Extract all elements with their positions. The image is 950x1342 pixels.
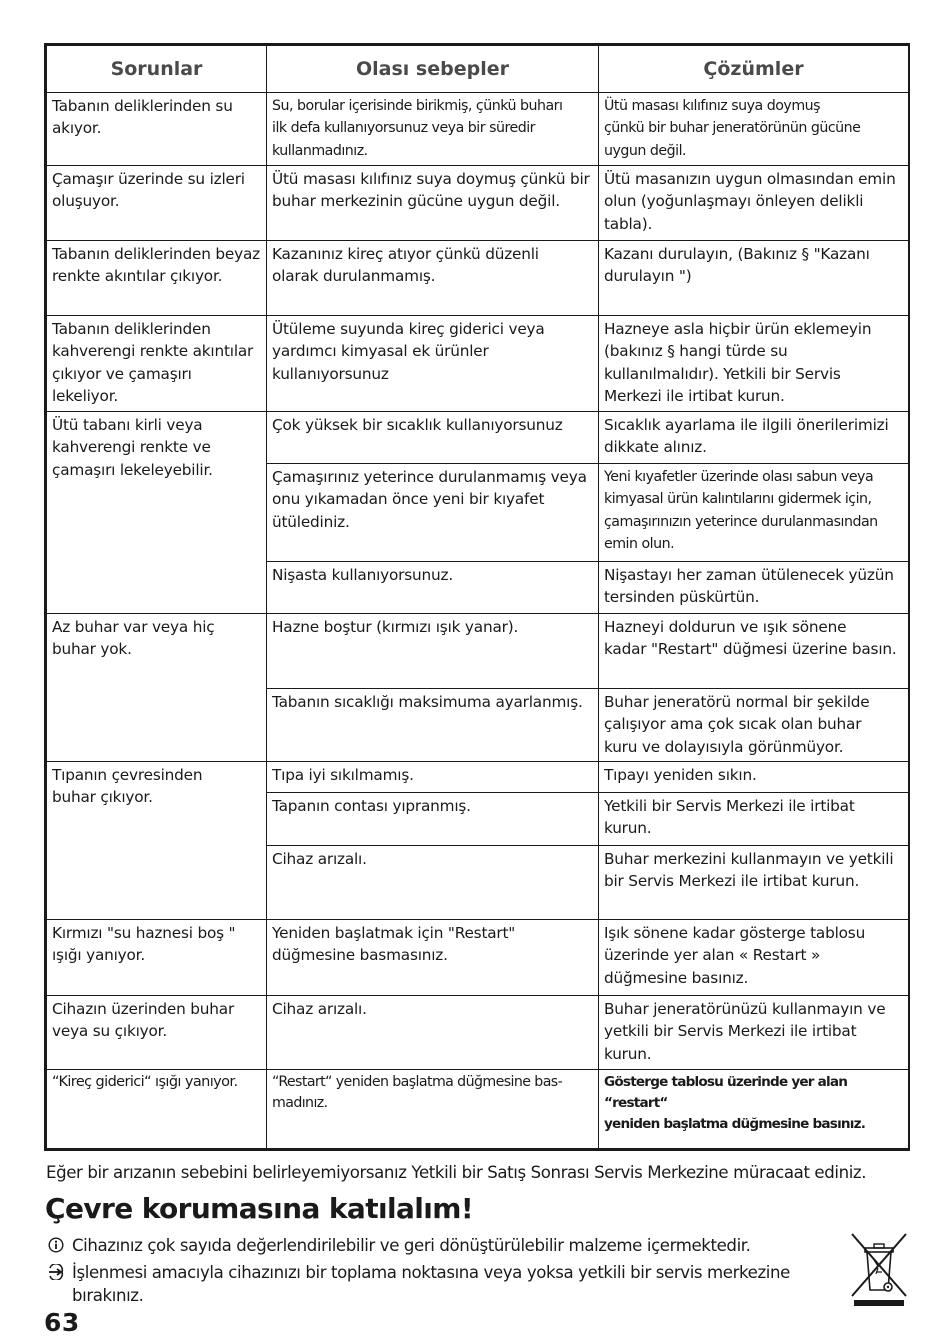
environment-heading: Çevre korumasına katılalım! <box>45 1192 474 1225</box>
problem-cell: Tabanın deliklerinden kahverengi renkte akıntılar çıkıyor ve çamaşırı lekeliyor. <box>47 316 267 412</box>
table-row <box>47 920 909 996</box>
problem-cell: Az buhar var veya hiç buhar yok. <box>47 614 267 762</box>
cause-cell: Kazanınız kireç atıyor çünkü düzenli olarak durulanmamış. <box>267 241 599 316</box>
cause-cell: Hazne boştur (kırmızı ışık yanar). <box>267 614 599 689</box>
header-causes: Olası sebepler <box>267 46 599 93</box>
environment-info <box>46 1234 846 1307</box>
info-line <box>46 1234 846 1257</box>
solution-cell: Hazneye asla hiçbir ürün eklemeyin (bakınız § hangi türde su kullanılmalıdır). Yetkili bir Servis Merkezi ile irtibat kurun. <box>599 316 909 412</box>
cause-cell: Tapanın contası yıpranmış. <box>267 793 599 846</box>
action-text: İşlenmesi amacıyla cihazınızı bir toplama noktasına veya yoksa yetkili bir servis merkezine bırakınız. <box>72 1263 790 1305</box>
solution-cell: Yeni kıyafetler üzerinde olası sabun veya kimyasal ürün kalıntılarını gidermek için, çamaşırınızın yeterince durulanmasından emin olun. <box>599 464 909 562</box>
cause-cell: Çok yüksek bir sıcaklık kullanıyorsunuz <box>267 412 599 464</box>
cause-cell: Tıpa iyi sıkılmamış. <box>267 762 599 793</box>
cause-cell: Ütü masası kılıfınız suya doymuş çünkü bir buhar merkezinin gücüne uygun değil. <box>267 166 599 241</box>
solution-cell: Buhar merkezini kullanmayın ve yetkili bir Servis Merkezi ile irtibat kurun. <box>599 846 909 920</box>
header-solutions: Çözümler <box>599 46 909 93</box>
cause-cell: Cihaz arızalı. <box>267 996 599 1070</box>
table-row <box>47 762 909 793</box>
solution-cell: Işık sönene kadar gösterge tablosu üzerinde yer alan « Restart » düğmesine basınız. <box>599 920 909 996</box>
problem-cell: Kırmızı "su haznesi boş " ışığı yanıyor. <box>47 920 267 996</box>
solution-cell: Ütü masası kılıfınız suya doymuş çünkü bir buhar jeneratörünün gücüne uygun değil. <box>599 93 909 166</box>
cause-cell: Yeniden başlatmak için "Restart" düğmesine basmasınız. <box>267 920 599 996</box>
table-row <box>47 614 909 689</box>
cause-cell: Cihaz arızalı. <box>267 846 599 920</box>
table-row <box>47 1070 909 1149</box>
table-row <box>47 316 909 412</box>
cause-cell: Su, borular içerisinde birikmiş, çünkü buharı ilk defa kullanıyorsunuz veya bir süredir kullanmadınız. <box>267 93 599 166</box>
solution-cell: Hazneyi doldurun ve ışık sönene kadar "Restart" düğmesi üzerine basın. <box>599 614 909 689</box>
troubleshooting-table <box>46 45 909 1149</box>
table-row <box>47 996 909 1070</box>
problem-cell: Tıpanın çevresinden buhar çıkıyor. <box>47 762 267 920</box>
solution-cell: Gösterge tablosu üzerinde yer alan “restart“ yeniden başlatma düğmesine basınız. <box>599 1070 909 1149</box>
info-icon <box>48 1237 64 1253</box>
solution-cell: Kazanı durulayın, (Bakınız § "Kazanı durulayın ") <box>599 241 909 316</box>
solution-cell: Nişastayı her zaman ütülenecek yüzün tersinden püskürtün. <box>599 562 909 614</box>
solution-cell: Buhar jeneratörü normal bir şekilde çalışıyor ama çok sıcak olan buhar kuru ve dolayısıyla görünmüyor. <box>599 689 909 762</box>
table-header-row <box>47 46 909 93</box>
problem-cell: “Kireç giderici“ ışığı yanıyor. <box>47 1070 267 1149</box>
cause-cell: “Restart“ yeniden başlatma düğmesine bas- madınız. <box>267 1070 599 1149</box>
problem-cell: Tabanın deliklerinden beyaz renkte akıntılar çıkıyor. <box>47 241 267 316</box>
solution-cell: Sıcaklık ayarlama ile ilgili önerilerimizi dikkate alınız. <box>599 412 909 464</box>
arrow-right-icon <box>48 1264 64 1280</box>
problem-cell: Cihazın üzerinden buhar veya su çıkıyor. <box>47 996 267 1070</box>
problem-cell: Ütü tabanı kirli veya kahverengi renkte ve çamaşırı lekeleyebilir. <box>47 412 267 614</box>
solution-cell: Tıpayı yeniden sıkın. <box>599 762 909 793</box>
table-row <box>47 412 909 464</box>
table-row <box>47 166 909 241</box>
cause-cell: Nişasta kullanıyorsunuz. <box>267 562 599 614</box>
problem-cell: Tabanın deliklerinden su akıyor. <box>47 93 267 166</box>
service-note: Eğer bir arızanın sebebini belirleyemiyorsanız Yetkili bir Satış Sonrası Servis Merkezine müracaat ediniz. <box>46 1163 867 1182</box>
solution-cell: Buhar jeneratörünüzü kullanmayın ve yetkili bir Servis Merkezi ile irtibat kurun. <box>599 996 909 1070</box>
solution-cell: Ütü masanızın uygun olmasından emin olun (yoğunlaşmayı önleyen delikli tabla). <box>599 166 909 241</box>
table-row <box>47 241 909 316</box>
header-problems: Sorunlar <box>47 46 267 93</box>
troubleshooting-table-frame <box>44 43 910 1151</box>
problem-cell: Çamaşır üzerinde su izleri oluşuyor. <box>47 166 267 241</box>
action-line <box>46 1261 846 1307</box>
info-text: Cihazınız çok sayıda değerlendirilebilir ve geri dönüştürülebilir malzeme içermektedir. <box>72 1236 751 1255</box>
cause-cell: Çamaşırınız yeterince durulanmamış veya onu yıkamadan önce yeni bir kıyafet ütülediniz. <box>267 464 599 562</box>
cause-cell: Ütüleme suyunda kireç giderici veya yardımcı kimyasal ek ürünler kullanıyorsunuz <box>267 316 599 412</box>
cause-cell: Tabanın sıcaklığı maksimuma ayarlanmış. <box>267 689 599 762</box>
page-number: 63 <box>44 1308 80 1337</box>
table-row <box>47 93 909 166</box>
crossed-bin-icon <box>848 1230 910 1308</box>
solution-cell: Yetkili bir Servis Merkezi ile irtibat kurun. <box>599 793 909 846</box>
